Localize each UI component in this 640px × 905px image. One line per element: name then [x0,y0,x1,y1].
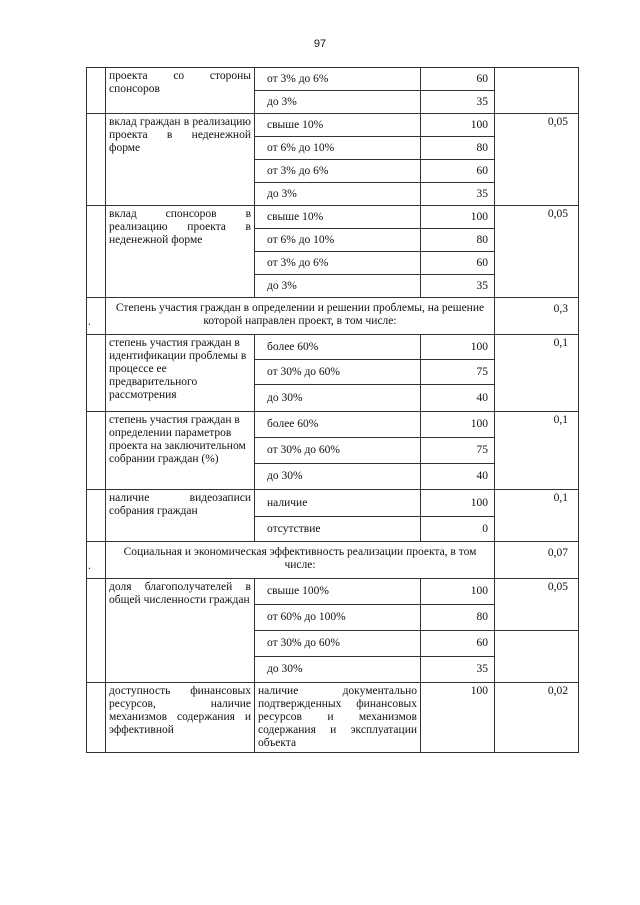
score-cell: 80 [421,605,495,631]
table-row [87,114,579,137]
option-cell: от 3% до 6% [255,160,421,183]
score-cell: 40 [421,385,495,412]
criterion-cell: доля благополучателей в общей численности граждан [106,579,255,683]
table-row [87,412,579,438]
score-cell: 60 [421,68,495,91]
option-cell: от 6% до 10% [255,137,421,160]
weight-cell: 0,02 [495,683,579,753]
weight-cell: 0,05 [495,206,579,298]
option-cell: до 3% [255,183,421,206]
score-cell: 0 [421,517,495,542]
score-cell: 100 [421,490,495,517]
section-marker: . [88,560,91,572]
criterion-cell: вклад граждан в реализацию проекта в неденежной форме [106,114,255,206]
option-cell: от 3% до 6% [255,252,421,275]
score-cell: 100 [421,683,495,753]
criteria-table [86,67,579,753]
option-cell: свыше 100% [255,579,421,605]
option-cell: от 30% до 60% [255,360,421,385]
criterion-cell: проекта со стороны спонсоров [106,68,255,114]
option-cell: отсутствие [255,517,421,542]
criterion-cell: степень участия граждан в идентификации проблемы в процессе ее предварительного рассмотрения [106,335,255,412]
score-cell: 80 [421,137,495,160]
score-cell: 60 [421,252,495,275]
option-cell: от 30% до 60% [255,631,421,657]
criterion-cell: наличие видеозаписи собрания граждан [106,490,255,542]
score-cell: 35 [421,657,495,683]
weight-cell [495,68,579,114]
option-cell: до 3% [255,275,421,298]
score-cell: 35 [421,183,495,206]
section-row [87,298,579,335]
score-cell: 100 [421,412,495,438]
score-cell: 35 [421,275,495,298]
criterion-cell: доступность финансовых ресурсов, наличие механизмов содержания и эффективной [106,683,255,753]
table-row [87,683,579,753]
option-cell: до 30% [255,464,421,490]
page-number: 97 [313,38,327,50]
option-cell: до 30% [255,657,421,683]
score-cell: 60 [421,631,495,657]
table-row [87,579,579,605]
score-cell: 75 [421,360,495,385]
option-cell: от 30% до 60% [255,438,421,464]
table-row [87,335,579,360]
weight-cell: 0,05 [495,114,579,206]
score-cell: 60 [421,160,495,183]
option-cell: свыше 10% [255,206,421,229]
table-row [87,490,579,517]
criterion-cell: вклад спонсоров в реализацию проекта в неденежной форме [106,206,255,298]
option-cell: свыше 10% [255,114,421,137]
weight-cell: 0,05 [495,579,579,631]
weight-cell: 0,1 [495,490,579,542]
score-cell: 35 [421,91,495,114]
option-cell: до 30% [255,385,421,412]
weight-cell: 0,1 [495,335,579,412]
score-cell: 40 [421,464,495,490]
option-cell: от 3% до 6% [255,68,421,91]
score-cell: 75 [421,438,495,464]
section-marker: . [88,316,91,328]
score-cell: 100 [421,579,495,605]
score-cell: 100 [421,206,495,229]
option-cell: более 60% [255,412,421,438]
criterion-cell: степень участия граждан в определении параметров проекта на заключительном собрании граждан (%) [106,412,255,490]
option-cell: наличие [255,490,421,517]
score-cell: 80 [421,229,495,252]
section-row [87,542,579,579]
option-cell: более 60% [255,335,421,360]
option-cell: от 60% до 100% [255,605,421,631]
option-cell: наличие документально подтвержденных финансовых ресурсов и механизмов содержания и эксплуатации объекта [255,683,421,753]
weight-cell: 0,1 [495,412,579,490]
section-title: Социальная и экономическая эффективность реализации проекта, в том числе: [106,542,495,579]
table-row [87,68,579,91]
weight-cell: 0,07 [495,542,579,579]
score-cell: 100 [421,335,495,360]
option-cell: от 6% до 10% [255,229,421,252]
table-row [87,206,579,229]
section-title: Степень участия граждан в определении и решении проблемы, на решение которой направлен проект, в том числе: [106,298,495,335]
option-cell: до 3% [255,91,421,114]
weight-cell: 0,3 [495,298,579,335]
score-cell: 100 [421,114,495,137]
